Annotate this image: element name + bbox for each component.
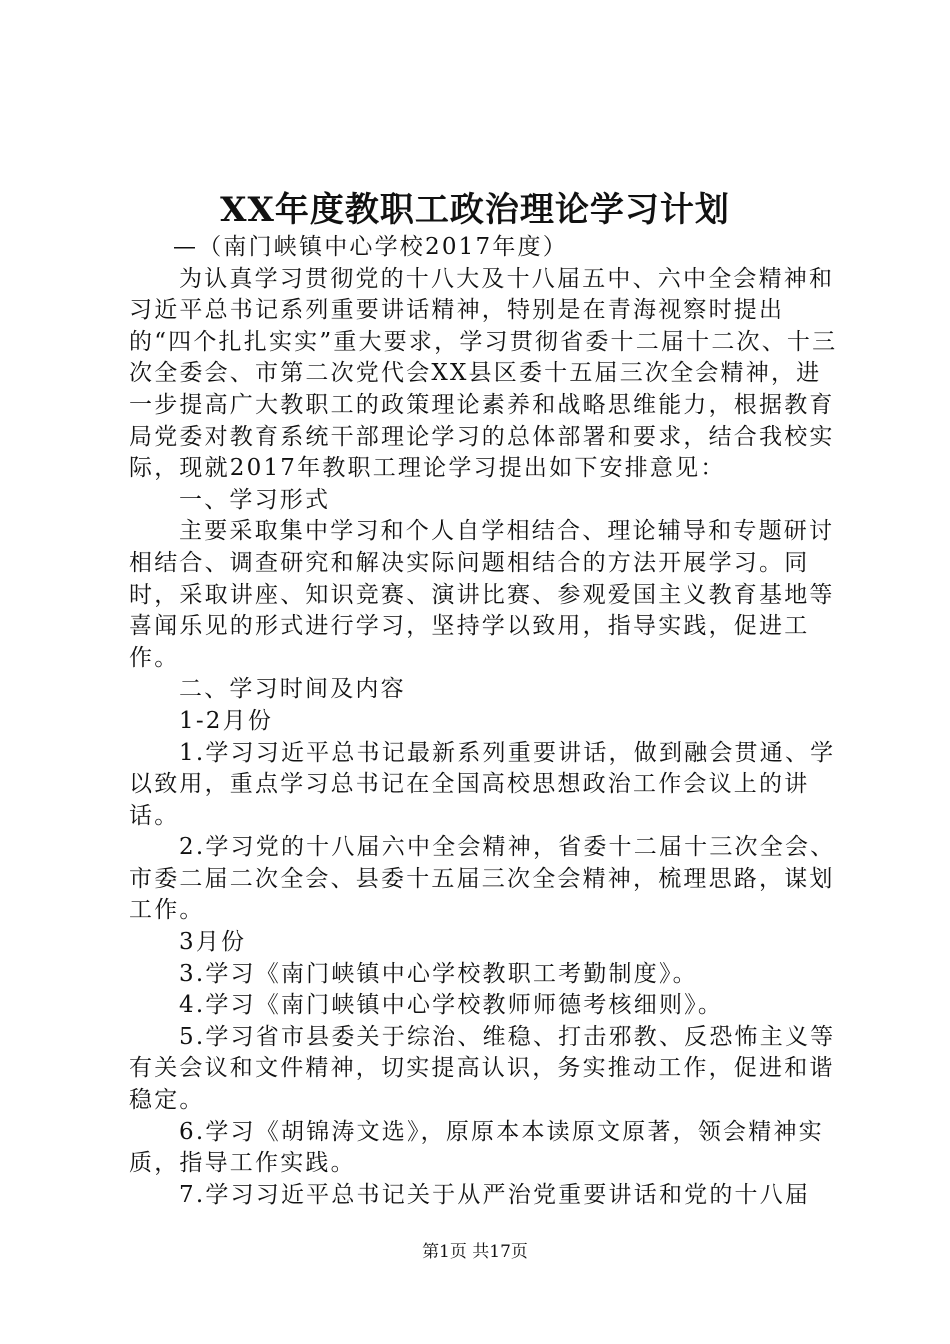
list-item-4: 4.学习《南门峡镇中心学校教师师德考核细则》。 — [179, 992, 724, 1019]
paragraph-study-form: 主要采取集中学习和个人自学相结合、理论辅导和专题研讨相结合、调查研究和解决实际问题相结合的方法开展学习。同时，采取讲座、知识竞赛、演讲比赛、参观爱国主义教育基地等喜闻乐见的形式进行学习，坚持学以致用，指导实践，促进工作。 — [129, 518, 835, 671]
list-item-7: 7.学习习近平总书记关于从严治党重要讲话和党的十八届 — [179, 1181, 811, 1208]
list-item-1: 1.学习习近平总书记最新系列重要讲话，做到融会贯通、学以致用，重点学习总书记在全国高校思想政治工作会议上的讲话。 — [129, 739, 836, 829]
document-title: XX年度教职工政治理论学习计划 — [220, 190, 730, 230]
list-item-6: 6.学习《胡锦涛文选》，原原本本读原文原著，领会精神实质，指导工作实践。 — [129, 1118, 824, 1177]
month-heading-jan-feb: 1-2月份 — [179, 707, 274, 734]
section-heading-study-form: 一、学习形式 — [179, 486, 331, 513]
month-heading-march: 3月份 — [179, 929, 247, 956]
section-heading-time-content: 二、学习时间及内容 — [179, 676, 406, 703]
list-item-3: 3.学习《南门峡镇中心学校教职工考勤制度》。 — [179, 960, 698, 987]
page-number-footer: 第1页 共17页 — [422, 1242, 528, 1262]
document-body — [129, 232, 844, 1211]
list-item-5: 5.学习省市县委关于综治、维稳、打击邪教、反恐怖主义等有关会议和文件精神，切实提高认识，务实推动工作，促进和谐稳定。 — [129, 1023, 836, 1114]
list-item-2: 2.学习党的十八届六中全会精神，省委十二届十三次全会、市委二届二次全会、县委十五届三次全会精神，梳理思路，谋划工作。 — [129, 834, 836, 924]
paragraph-intro: 为认真学习贯彻党的十八大及十八届五中、六中全会精神和习近平总书记系列重要讲话精神，特别是在青海视察时提出的“四个扎扎实实”重大要求，学习贯彻省委十二届十二次、十三次全委会、市第二次党代会XX县区委十五届三次全会精神，进一步提高广大教职工的政策理论素养和战略思维能力，根据教育局党委对教育系统干部理论学习的总体部署和要求，结合我校实际，现就2017年教职工理论学习提出如下安排意见： — [129, 265, 838, 482]
document-subtitle: —（南门峡镇中心学校2017年度） — [173, 234, 568, 260]
